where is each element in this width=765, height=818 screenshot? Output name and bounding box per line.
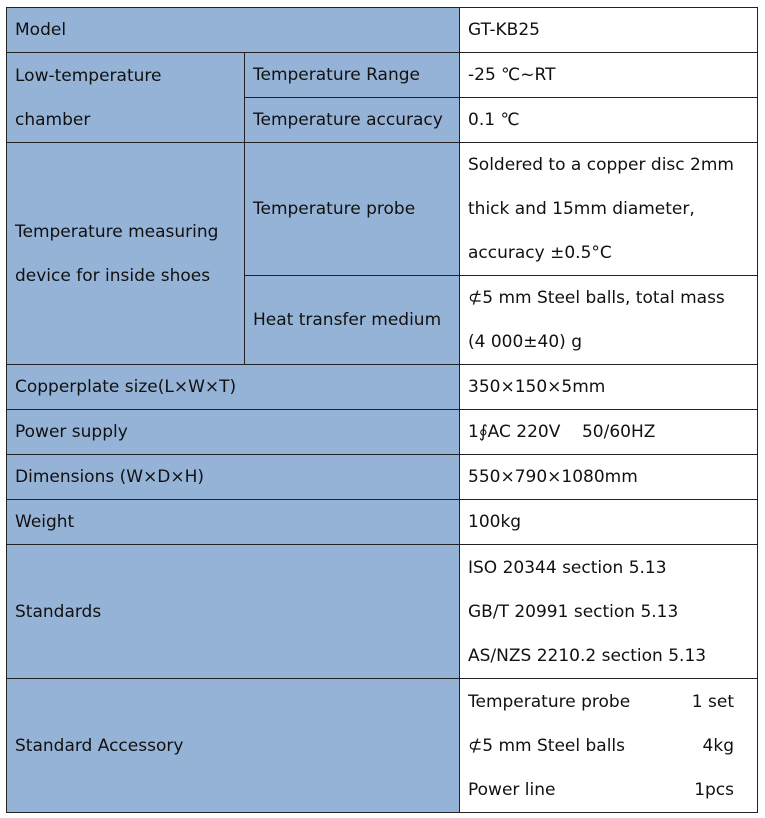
accessory-item-name: Temperature probe bbox=[468, 691, 631, 712]
temperature-range-label: Temperature Range bbox=[245, 53, 460, 98]
temperature-probe-label: Temperature probe bbox=[245, 143, 460, 276]
probe-value-line1: Soldered to a copper disc 2mm bbox=[468, 155, 734, 175]
medium-value-line1: ⊄5 mm Steel balls, total mass bbox=[468, 288, 725, 308]
accessory-item bbox=[468, 724, 734, 768]
accessory-item bbox=[468, 680, 734, 724]
temperature-accuracy-value: 0.1 ℃ bbox=[460, 98, 758, 143]
temperature-range-value: -25 ℃~RT bbox=[460, 53, 758, 98]
table-row-weight bbox=[7, 500, 758, 545]
medium-value-line2: (4 000±40) g bbox=[468, 332, 583, 352]
spec-table bbox=[6, 7, 758, 813]
probe-value-line2: thick and 15mm diameter, bbox=[468, 199, 695, 219]
weight-value: 100kg bbox=[460, 500, 758, 545]
low-temp-label-line2: chamber bbox=[15, 109, 91, 130]
table-row-temperature-range bbox=[7, 53, 758, 98]
accessory-item-qty: 1 set bbox=[691, 691, 734, 712]
table-row-standards bbox=[7, 545, 758, 679]
dimensions-label: Dimensions (W×D×H) bbox=[7, 455, 460, 500]
accessory-label: Standard Accessory bbox=[7, 679, 460, 813]
standard-item: AS/NZS 2210.2 section 5.13 bbox=[468, 645, 707, 666]
temperature-accuracy-label: Temperature accuracy bbox=[245, 98, 460, 143]
measuring-device-label-line2: device for inside shoes bbox=[15, 265, 211, 286]
low-temp-label-line1: Low-temperature bbox=[15, 65, 162, 86]
accessory-item-name: ⊄5 mm Steel balls bbox=[468, 735, 626, 756]
measuring-device-label bbox=[7, 143, 245, 365]
heat-transfer-medium-label: Heat transfer medium bbox=[245, 276, 460, 365]
copperplate-label: Copperplate size(L×W×T) bbox=[7, 365, 460, 410]
accessory-item-name: Power line bbox=[468, 779, 556, 800]
table-row-model bbox=[7, 8, 758, 53]
temperature-probe-value bbox=[460, 143, 758, 276]
standards-value bbox=[460, 545, 758, 679]
power-supply-label: Power supply bbox=[7, 410, 460, 455]
heat-transfer-medium-value bbox=[460, 276, 758, 365]
table-row-copperplate bbox=[7, 365, 758, 410]
measuring-device-label-line1: Temperature measuring bbox=[15, 221, 219, 242]
accessory-item-qty: 4kg bbox=[702, 735, 734, 756]
model-value: GT-KB25 bbox=[460, 8, 758, 53]
standard-item: ISO 20344 section 5.13 bbox=[468, 557, 667, 578]
table-row-dimensions bbox=[7, 455, 758, 500]
standard-item: GB/T 20991 section 5.13 bbox=[468, 601, 679, 622]
accessory-value bbox=[460, 679, 758, 813]
table-row-accessory bbox=[7, 679, 758, 813]
weight-label: Weight bbox=[7, 500, 460, 545]
dimensions-value: 550×790×1080mm bbox=[460, 455, 758, 500]
power-supply-value: 1∮AC 220V 50/60HZ bbox=[460, 410, 758, 455]
table-row-temperature-probe bbox=[7, 143, 758, 276]
copperplate-value: 350×150×5mm bbox=[460, 365, 758, 410]
accessory-item-qty: 1pcs bbox=[694, 779, 734, 800]
table-row-power-supply bbox=[7, 410, 758, 455]
standards-label: Standards bbox=[7, 545, 460, 679]
model-label: Model bbox=[7, 8, 460, 53]
probe-value-line3: accuracy ±0.5°C bbox=[468, 243, 612, 263]
accessory-item bbox=[468, 768, 734, 812]
low-temperature-chamber-label bbox=[7, 53, 245, 143]
